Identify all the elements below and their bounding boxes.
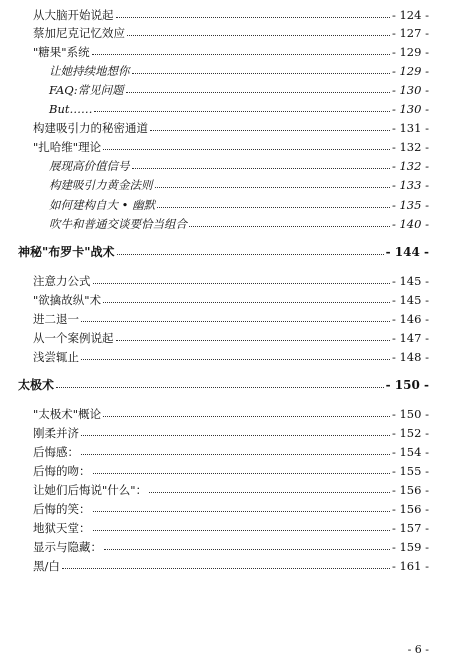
- toc-entry-page: - 129 -: [391, 45, 429, 59]
- toc-entry-title: 蔡加尼克记忆效应: [33, 26, 125, 40]
- dot-leader: [81, 359, 390, 360]
- dot-leader: [81, 321, 390, 322]
- toc-entry-title: 让她持续地想你: [49, 64, 130, 78]
- toc-entry-title: 神秘"布罗卡"战术: [18, 245, 115, 259]
- dot-leader: [117, 254, 384, 255]
- toc-entry[interactable]: [33, 441, 429, 459]
- toc-entry-page: - 150 -: [385, 378, 429, 392]
- toc-entry-title: 显示与隐藏：: [33, 540, 102, 554]
- toc-entry-page: - 130 -: [391, 83, 429, 97]
- toc-entry-title: 吹牛和普通交谈要恰当组合: [49, 217, 187, 231]
- toc-entry[interactable]: [33, 422, 429, 440]
- toc-entry-title: 刚柔并济: [33, 426, 79, 440]
- toc-entry-page: - 131 -: [391, 121, 429, 135]
- toc-entry-title: 让她们后悔说"什么"：: [33, 483, 148, 497]
- toc-entry-title: 进二退一: [33, 312, 79, 326]
- dot-leader: [56, 387, 384, 388]
- dot-leader: [157, 207, 390, 208]
- toc-entry[interactable]: [33, 289, 429, 307]
- toc-entry-page: - 132 -: [391, 159, 429, 173]
- toc-entry-title: 后悔感：: [33, 445, 79, 459]
- toc-entry-page: - 133 -: [391, 178, 429, 192]
- toc-entry[interactable]: [49, 194, 429, 212]
- toc-entry-title: 注意力公式: [33, 274, 91, 288]
- dot-leader: [132, 73, 390, 74]
- toc-entry-page: - 159 -: [391, 540, 429, 554]
- toc-entry-title: 从大脑开始说起: [33, 8, 114, 22]
- dot-leader: [81, 454, 390, 455]
- toc-entry-page: - 140 -: [391, 217, 429, 231]
- toc-entry-title: "欲擒故纵"术: [33, 293, 102, 307]
- toc-entry[interactable]: [33, 327, 429, 345]
- toc-entry-page: - 145 -: [391, 293, 429, 307]
- toc-entry-page: - 156 -: [391, 502, 429, 516]
- toc-entry[interactable]: [33, 536, 429, 554]
- toc-entry-title: 地狱天堂：: [33, 521, 91, 535]
- toc-entry-title: 后悔的笑：: [33, 502, 91, 516]
- dot-leader: [93, 511, 390, 512]
- dot-leader: [104, 549, 390, 550]
- dot-leader: [93, 530, 390, 531]
- toc-entry-page: - 154 -: [391, 445, 429, 459]
- toc-entry-page: - 148 -: [391, 350, 429, 364]
- toc-entry[interactable]: [18, 374, 429, 392]
- toc-entry[interactable]: [33, 136, 429, 154]
- toc-entry-page: - 130 -: [391, 102, 429, 116]
- toc-entry[interactable]: [33, 4, 429, 22]
- toc-entry-title: 构建吸引力黄金法则: [49, 178, 153, 192]
- toc-entry[interactable]: [49, 98, 429, 116]
- toc-entry-page: - 132 -: [391, 140, 429, 154]
- toc-entry[interactable]: [33, 117, 429, 135]
- toc-entry[interactable]: [49, 60, 429, 78]
- dot-leader: [103, 149, 390, 150]
- dot-leader: [93, 283, 390, 284]
- toc-entry-page: - 135 -: [391, 198, 429, 212]
- toc-entry[interactable]: [33, 479, 429, 497]
- toc-entry[interactable]: [18, 241, 429, 259]
- dot-leader: [149, 492, 390, 493]
- toc-entry[interactable]: [33, 346, 429, 364]
- dot-leader: [103, 302, 390, 303]
- toc-entry-title: "扎哈维"理论: [33, 140, 102, 154]
- toc-entry-title: But……: [49, 102, 93, 116]
- toc-entry-page: - 147 -: [391, 331, 429, 345]
- dot-leader: [116, 340, 390, 341]
- toc-entry-page: - 150 -: [391, 407, 429, 421]
- toc-entry-page: - 124 -: [391, 8, 429, 22]
- toc-entry-title: FAQ:常见问题: [49, 83, 124, 97]
- toc-entry-title: 后悔的吻：: [33, 464, 91, 478]
- dot-leader: [189, 226, 390, 227]
- dot-leader: [103, 416, 390, 417]
- page-number: - 6 -: [407, 643, 429, 656]
- toc-entry-page: - 152 -: [391, 426, 429, 440]
- toc-entry-page: - 129 -: [391, 64, 429, 78]
- toc-entry-page: - 127 -: [391, 26, 429, 40]
- toc-entry-title: "太极术"概论: [33, 407, 102, 421]
- toc-entry[interactable]: [49, 79, 429, 97]
- toc-entry-page: - 146 -: [391, 312, 429, 326]
- toc-entry[interactable]: [33, 41, 429, 59]
- dot-leader: [92, 54, 390, 55]
- dot-leader: [126, 92, 390, 93]
- toc-entry-page: - 145 -: [391, 274, 429, 288]
- toc-entry[interactable]: [33, 498, 429, 516]
- toc-entry-title: 如何建构自大 • 幽默: [49, 198, 156, 212]
- toc-entry[interactable]: [49, 155, 429, 173]
- toc-entry-page: - 156 -: [391, 483, 429, 497]
- toc-entry[interactable]: [33, 555, 429, 573]
- toc-entry[interactable]: [33, 403, 429, 421]
- dot-leader: [155, 187, 390, 188]
- toc-entry[interactable]: [33, 308, 429, 326]
- dot-leader: [93, 473, 390, 474]
- toc-entry-title: 浅尝辄止: [33, 350, 79, 364]
- dot-leader: [62, 568, 390, 569]
- toc-entry[interactable]: [49, 174, 429, 192]
- toc-entry[interactable]: [33, 22, 429, 40]
- dot-leader: [127, 35, 390, 36]
- toc-entry-page: - 144 -: [385, 245, 429, 259]
- toc-entry-title: 展现高价值信号: [49, 159, 130, 173]
- toc-entry-title: 构建吸引力的秘密通道: [33, 121, 148, 135]
- toc-entry[interactable]: [33, 270, 429, 288]
- toc-entry[interactable]: [33, 517, 429, 535]
- dot-leader: [81, 435, 390, 436]
- dot-leader: [150, 130, 390, 131]
- dot-leader: [132, 168, 390, 169]
- toc-entry-title: 太极术: [18, 378, 55, 392]
- toc-entry-title: 黑/白: [33, 559, 60, 573]
- toc-entry[interactable]: [49, 213, 429, 231]
- toc-entry-title: "糖果"系统: [33, 45, 90, 59]
- toc-entry-page: - 157 -: [391, 521, 429, 535]
- dot-leader: [116, 17, 390, 18]
- toc-entry-page: - 161 -: [391, 559, 429, 573]
- toc-entry-page: - 155 -: [391, 464, 429, 478]
- toc-entry[interactable]: [33, 460, 429, 478]
- toc-entry-title: 从一个案例说起: [33, 331, 114, 345]
- dot-leader: [94, 111, 389, 112]
